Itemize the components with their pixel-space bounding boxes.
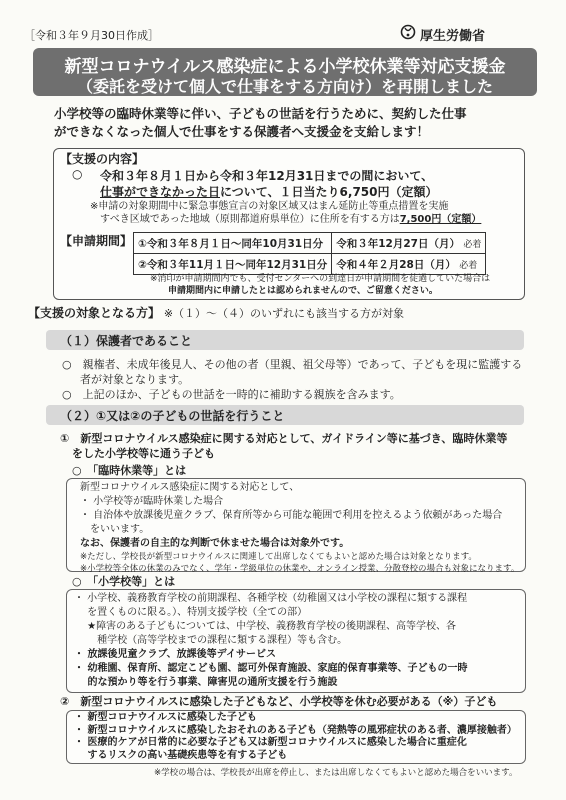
table-row — [134, 233, 486, 254]
condition-1-line-2: をした小学校等に通う子ども — [72, 447, 215, 460]
support-note-2 — [100, 213, 481, 226]
shogakko-line-3: ★障害のある子どもについては、中学校、義務教育学校の後期課程、高等学校、各 — [74, 621, 456, 632]
condition-2-item-1: ・ 新型コロナウイルスに感染した子ども — [74, 712, 257, 723]
lead-line-2: ができなくなった個人で仕事をする保護者へ支援金を支給します！ — [54, 124, 430, 139]
support-bullet: ○ — [72, 167, 83, 181]
period-note-1: ※消印が申請期間内でも、受付センターへの到達日が申請期間を徒過していた場合は — [150, 274, 491, 284]
section-2-title: （２）①又は②の子どもの世話を行うこと — [60, 409, 285, 423]
section-1-title: （１）保護者であること — [60, 334, 193, 348]
shogakko-line-1: ・ 小学校、義務教育学校の前期課程、各種学校（幼稚園又は小学校の課程に類する課程 — [74, 593, 468, 604]
ministry-label: 厚生労働省 — [420, 28, 486, 44]
support-heading: 【支援の内容】 — [60, 152, 145, 166]
section-2-header — [46, 405, 524, 425]
target-heading-note: ※（１）～（４）のいずれにも該当する方が対象 — [163, 307, 405, 320]
shogakko-line-7: 的な預かり等を行う事業、障害児の通所支援を行う施設 — [74, 677, 338, 688]
target-heading — [28, 304, 404, 321]
support-amount: 6,750円（定額） — [339, 185, 438, 199]
mhlw-logo-icon — [400, 24, 416, 44]
rinji-content — [80, 481, 519, 575]
section-1-header — [46, 330, 524, 350]
shogakko-content — [74, 592, 467, 690]
shogakko-line-2: を置くものに限る。）、特別支援学校（全ての部） — [74, 607, 308, 618]
period-range-1: ①令和３年８月１日～同年10月31日分 — [134, 233, 332, 254]
rinji-label: ○ 「臨時休業等」とは — [72, 464, 187, 477]
rinji-line-1: 新型コロナウイルス感染症に関する対応として、 — [80, 482, 300, 493]
period-table — [133, 232, 486, 275]
section-1-item-1a: ○ 親権者、未成年後見人、その他の者（里親、祖父母等）であって、子どもを現に監護する — [62, 358, 523, 371]
period-deadline-2: 令和４年２月28日（月） 必着 — [332, 254, 486, 275]
rinji-line-2: ・ 小学校等が臨時休業した場合 — [80, 496, 224, 507]
rinji-line-3: ・ 自治体や放課後児童クラブ、保育所等から可能な範囲で利用を控えるよう依頼があった場合 — [80, 510, 503, 521]
table-row — [134, 254, 486, 275]
lead-line-1: 小学校等の臨時休業等に伴い、子どもの世話を行うために、契約した仕事 — [54, 106, 467, 121]
period-range-2: ②令和３年11月１日～同年12月31日分 — [134, 254, 332, 275]
period-heading: 【申請期間】 — [60, 234, 133, 248]
support-note-1: ※申請の対象期間中に緊急事態宣言の対象区域又はまん延防止等重点措置を実施 — [90, 201, 449, 212]
rinji-note-2: ※小学校等全体の休業のみでなく、学年・学級単位の休業や、オンライン授業、分散登校の場合も対象になります。 — [80, 564, 520, 574]
ministry-name — [400, 24, 485, 44]
page-title: 新型コロナウイルス感染症による小学校休業等対応支援金 — [64, 57, 506, 77]
period-note-2: 申請期間内に申請したとは認められませんので、ご留意ください。 — [168, 286, 438, 296]
rinji-line-4: をいいます。 — [90, 524, 150, 535]
condition-2-line: ② 新型コロナウイルスに感染した子どもなど、小学校等を休む必要がある（※）子ども — [60, 695, 498, 708]
shogakko-label: ○ 「小学校等」とは — [72, 575, 176, 588]
footnote: ※学校の場合は、学校長が出席を停止し、または出席しなくてもよいと認めた場合をいいます。 — [154, 768, 518, 778]
shogakko-line-4: 種学校（高等学校までの課程に類する課程）等も含む。 — [74, 635, 348, 646]
lead-statement — [44, 105, 524, 147]
condition-2-item-4: するリスクの高い基礎疾患等を有する子ども — [74, 749, 288, 761]
support-amount-line — [100, 183, 438, 200]
page-subtitle: （委託を受けて個人で仕事をする方向け）を再開しました — [76, 77, 493, 96]
support-per-day: について、１日当たり — [220, 185, 340, 199]
support-unworked-days: 仕事ができなかった日 — [100, 185, 221, 199]
section-1-item-2: ○ 上記のほか、子どもの世話を一時的に補助する親族を含みます。 — [62, 388, 401, 401]
creation-date: ［令和３年９月30日作成］ — [24, 29, 159, 42]
rinji-note-1: ※ただし、学校長が新型コロナウイルスに関連して出席しなくてもよいと認めた場合は対象となります。 — [80, 552, 477, 562]
condition-1-line-1: ① 新型コロナウイルス感染症に関する対応として、ガイドライン等に基づき、臨時休業等 — [60, 432, 508, 445]
support-special-amount: 7,500円（定額） — [399, 214, 482, 225]
condition-2-content — [74, 712, 517, 762]
condition-2-item-2: ・ 新型コロナウイルスに感染したおそれのある子ども（発熱等の風邪症状のある者、濃厚接触者） — [74, 724, 517, 736]
support-period-line: 令和３年８月１日から令和３年12月31日までの間において、 — [100, 169, 434, 183]
shogakko-line-6: ・ 幼稚園、保育所、認定こども園、認可外保育施設、家庭的保育事業等、子どもの一時 — [74, 663, 468, 674]
rinji-line-5: なお、保護者の自主的な判断で休ませた場合は対象外です。 — [80, 538, 350, 549]
shogakko-line-5: ・ 放課後児童クラブ、放課後等デイサービス — [74, 649, 276, 660]
condition-2-item-3: ・ 医療的ケアが日常的に必要な子ども又は新型コロナウイルスに感染した場合に重症化 — [74, 737, 467, 748]
section-1-item-1b: 者が対象となります。 — [80, 373, 190, 386]
target-heading-label: 【支援の対象となる方】 — [28, 306, 161, 320]
support-note-2a: すべき区域であった地域（原則都道府県単位）に住所を有する方は — [100, 214, 400, 225]
period-deadline-1: 令和３年12月27日（月） 必着 — [332, 233, 486, 254]
